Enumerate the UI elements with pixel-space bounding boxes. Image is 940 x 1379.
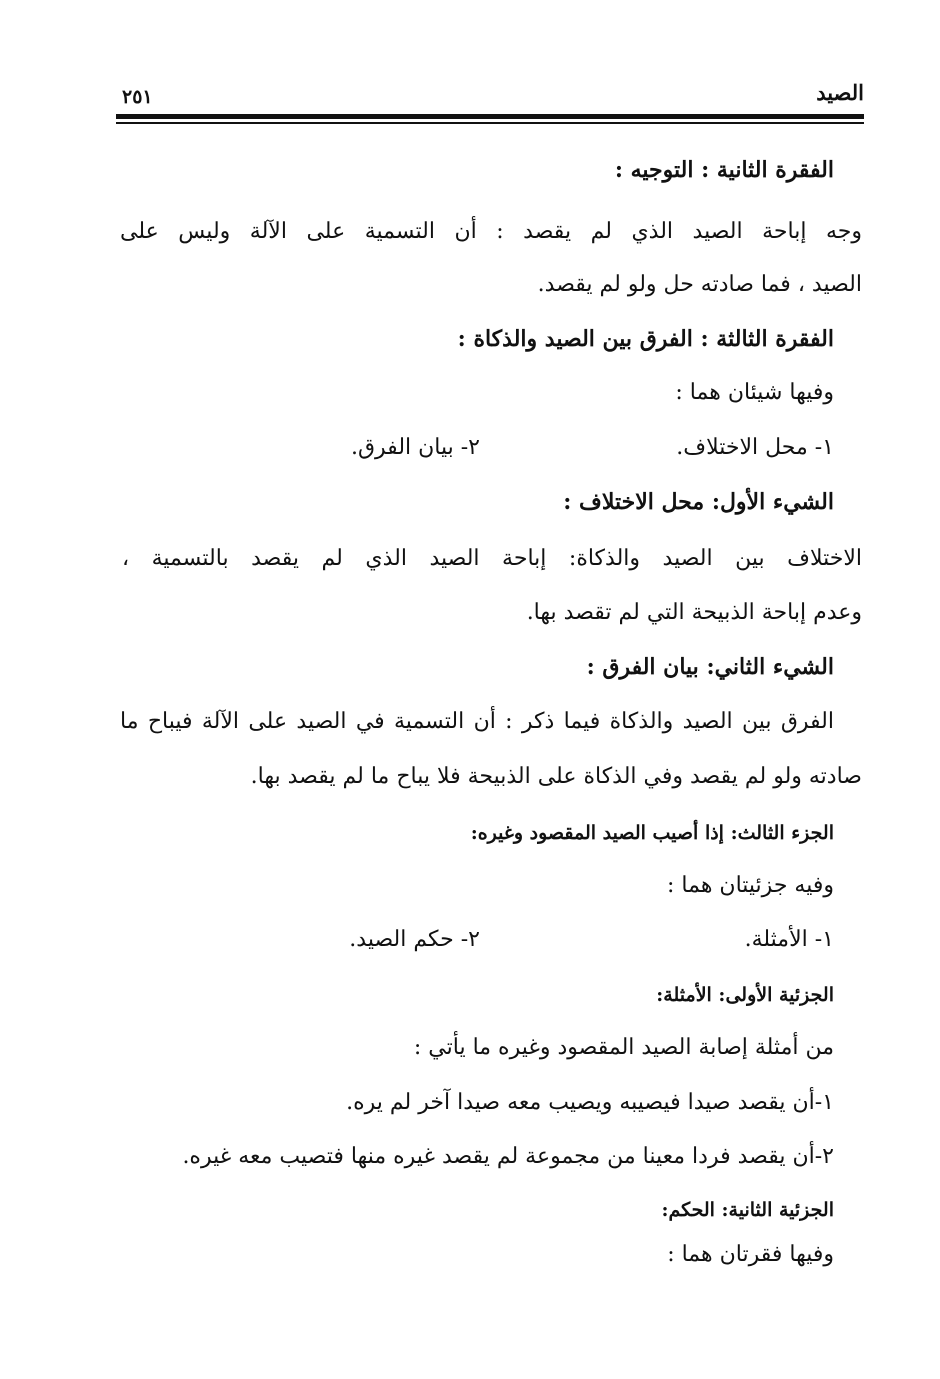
paragraph-line: وفيها شيئان هما :	[675, 380, 834, 405]
list-item: ١- محل الاختلاف.	[676, 435, 834, 460]
paragraph-line: من أمثلة إصابة الصيد المقصود وغيره ما يأتي :	[413, 1035, 834, 1060]
paragraph-line: صادته ولو لم يقصد وفي الذكاة على الذبيحة فلا يباح ما لم يقصد بها.	[250, 764, 862, 789]
chapter-title: الصيد	[816, 80, 864, 105]
heading-part-three: الجزء الثالث: إذا أصيب الصيد المقصود وغيره:	[470, 822, 834, 844]
list-item: ٢- حكم الصيد.	[349, 927, 480, 952]
page-number: ٢٥١	[122, 86, 153, 108]
example-item: ١-أن يقصد صيدا فيصيبه ويصيب معه صيدا آخر لم يره.	[346, 1090, 834, 1115]
heading-second-subpart: الجزئية الثانية: الحكم:	[661, 1199, 834, 1221]
header-rule-thick	[116, 114, 864, 119]
example-item: ٢-أن يقصد فردا معينا من مجموعة لم يقصد غيره منها فتصيب معه غيره.	[182, 1144, 834, 1169]
heading-paragraph-three: الفقرة الثالثة : الفرق بين الصيد والذكاة :	[457, 326, 834, 352]
paragraph-line: وفيها فقرتان هما :	[667, 1242, 834, 1267]
paragraph-line: الاختلاف بين الصيد والذكاة: إباحة الصيد الذي لم يقصد بالتسمية ،	[122, 546, 863, 571]
list-item: ٢- بيان الفرق.	[350, 435, 480, 460]
header-rule-thin	[116, 122, 864, 124]
heading-first-subpart: الجزئية الأولى: الأمثلة:	[656, 984, 834, 1006]
heading-first-thing: الشيء الأول: محل الاختلاف :	[563, 489, 834, 515]
heading-second-thing: الشيء الثاني: بيان الفرق :	[586, 654, 834, 680]
paragraph-line: وعدم إباحة الذبيحة التي لم تقصد بها.	[526, 600, 862, 625]
paragraph-line: وجه إباحة الصيد الذي لم يقصد : أن التسمية على الآلة وليس على	[120, 219, 862, 244]
paragraph-line: الفرق بين الصيد والذكاة فيما ذكر : أن التسمية في الصيد على الآلة فيباح ما	[120, 709, 834, 734]
paragraph-line: الصيد ، فما صادته حل ولو لم يقصد.	[537, 272, 862, 297]
heading-paragraph-two: الفقرة الثانية : التوجيه :	[614, 157, 834, 183]
list-item: ١- الأمثلة.	[744, 927, 834, 952]
paragraph-line: وفيه جزئيتان هما :	[667, 873, 834, 898]
